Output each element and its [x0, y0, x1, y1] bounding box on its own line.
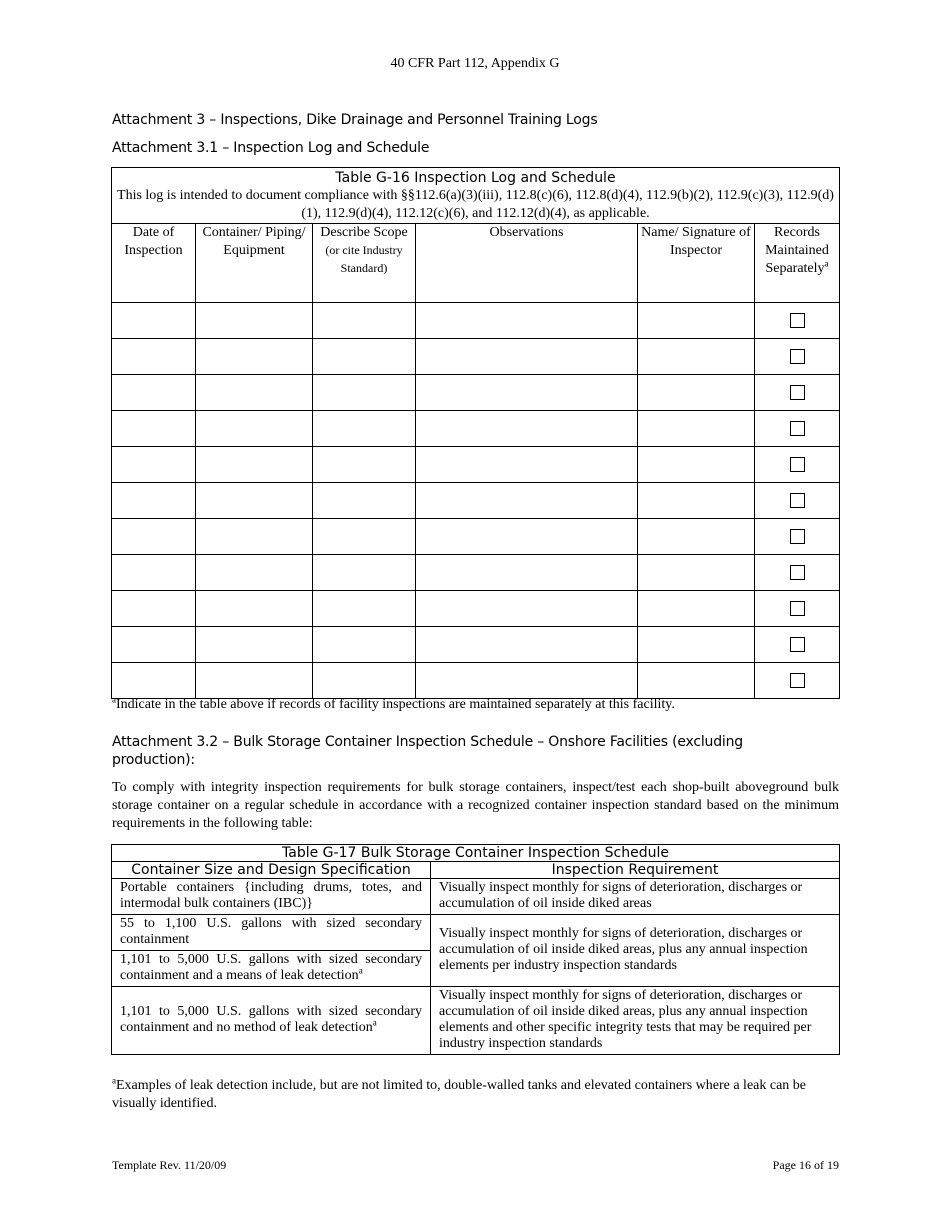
date-cell[interactable]: [112, 375, 196, 411]
inspector-cell[interactable]: [638, 663, 755, 699]
page-number: Page 16 of 19: [772, 1158, 839, 1172]
scope-cell[interactable]: [313, 447, 416, 483]
records-cell: [755, 627, 840, 663]
inspector-cell[interactable]: [638, 519, 755, 555]
scope-cell[interactable]: [313, 591, 416, 627]
observations-cell[interactable]: [416, 627, 638, 663]
req-1101-with-detection: Visually inspect monthly for signs of deterioration, discharges or accumulation of oil inside diked areas, plus any annual inspection elements per industry inspection standards: [431, 915, 840, 987]
records-checkbox[interactable]: [790, 673, 805, 688]
log-row: [112, 519, 840, 555]
records-checkbox[interactable]: [790, 421, 805, 436]
records-checkbox[interactable]: [790, 313, 805, 328]
footnote-text: Indicate in the table above if records of facility inspections are maintained separately at this facility.: [116, 697, 675, 712]
date-cell[interactable]: [112, 663, 196, 699]
inspector-cell[interactable]: [638, 591, 755, 627]
records-cell: [755, 303, 840, 339]
scope-cell[interactable]: [313, 519, 416, 555]
spec-1101-with-detection: [112, 951, 431, 987]
attachment-3-2-heading: Attachment 3.2 – Bulk Storage Container Inspection Schedule – Onshore Facilities (excluding production):: [112, 734, 743, 768]
col-container-piping-equipment: Container/ Piping/ Equipment: [196, 224, 313, 303]
date-cell[interactable]: [112, 303, 196, 339]
container-cell[interactable]: [196, 591, 313, 627]
req-1101-no-detection: Visually inspect monthly for signs of deterioration, discharges or accumulation of oil inside diked areas, plus any annual inspection elements and other specific integrity tests that may be required per industry inspection standards: [431, 987, 840, 1055]
container-cell[interactable]: [196, 339, 313, 375]
container-cell[interactable]: [196, 447, 313, 483]
container-cell[interactable]: [196, 483, 313, 519]
footnote-marker: a: [112, 694, 116, 705]
records-label: Records Maintained Separately: [765, 225, 829, 276]
observations-cell[interactable]: [416, 375, 638, 411]
inspector-cell[interactable]: [638, 483, 755, 519]
records-checkbox[interactable]: [790, 493, 805, 508]
records-cell: [755, 519, 840, 555]
observations-cell[interactable]: [416, 339, 638, 375]
spec-55-to-1100: 55 to 1,100 U.S. gallons with sized secondary containment: [112, 915, 431, 951]
inspector-cell[interactable]: [638, 627, 755, 663]
col-date-of-inspection: Date of Inspection: [112, 224, 196, 303]
template-revision: Template Rev. 11/20/09: [112, 1158, 227, 1172]
table-g16-footnote: [112, 694, 675, 713]
records-cell: [755, 375, 840, 411]
table-g16-header: [112, 168, 840, 224]
date-cell[interactable]: [112, 483, 196, 519]
records-cell: [755, 411, 840, 447]
log-row: [112, 447, 840, 483]
table-g17-footnote: [112, 1077, 842, 1113]
inspector-cell[interactable]: [638, 447, 755, 483]
scope-label: Describe Scope: [320, 225, 408, 240]
col-records-maintained-separately: [755, 224, 840, 303]
log-row: [112, 627, 840, 663]
log-row: [112, 591, 840, 627]
scope-note: (or cite Industry Standard): [325, 243, 403, 275]
scope-cell[interactable]: [313, 663, 416, 699]
container-cell[interactable]: [196, 411, 313, 447]
scope-cell[interactable]: [313, 339, 416, 375]
container-cell[interactable]: [196, 555, 313, 591]
date-cell[interactable]: [112, 627, 196, 663]
records-cell: [755, 447, 840, 483]
scope-cell[interactable]: [313, 627, 416, 663]
table-g16-description: This log is intended to document compliance with §§112.6(a)(3)(iii), 112.8(c)(6), 112.8(d)(4), 112.9(b)(2), 112.9(c)(3), 112.9(d)(1), 112.9(d)(4), 112.12(c)(6), and 112.12(d)(4), as applicable.: [117, 188, 834, 221]
inspection-log-table: [111, 167, 840, 699]
scope-cell[interactable]: [313, 375, 416, 411]
container-cell[interactable]: [196, 627, 313, 663]
date-cell[interactable]: [112, 519, 196, 555]
spec-footnote-marker: a: [358, 965, 363, 976]
spec-1101-no-detection-text: 1,101 to 5,000 U.S. gallons with sized secondary containment and no method of leak detection: [120, 1004, 422, 1035]
records-cell: [755, 483, 840, 519]
inspector-cell[interactable]: [638, 303, 755, 339]
scope-cell[interactable]: [313, 303, 416, 339]
log-row: [112, 339, 840, 375]
records-checkbox[interactable]: [790, 529, 805, 544]
log-row: [112, 555, 840, 591]
records-cell: [755, 555, 840, 591]
date-cell[interactable]: [112, 447, 196, 483]
inspector-cell[interactable]: [638, 555, 755, 591]
log-row: [112, 663, 840, 699]
table-g16-title: Table G-16 Inspection Log and Schedule: [335, 170, 616, 186]
records-cell: [755, 339, 840, 375]
attachment-3-1-heading: Attachment 3.1 – Inspection Log and Schedule: [112, 140, 430, 156]
attachment-3-2-intro: To comply with integrity inspection requirements for bulk storage containers, inspect/test each shop-built aboveground bulk storage container on a regular schedule in accordance with a recognized container inspection standard based on the minimum requirements in the following table:: [112, 780, 839, 831]
req-portable-containers: Visually inspect monthly for signs of deterioration, discharges or accumulation of oil inside diked areas: [431, 879, 840, 915]
col-describe-scope: [313, 224, 416, 303]
observations-cell[interactable]: [416, 555, 638, 591]
log-row: [112, 303, 840, 339]
records-checkbox[interactable]: [790, 637, 805, 652]
spec-footnote-marker: a: [372, 1017, 377, 1028]
log-row: [112, 375, 840, 411]
records-checkbox[interactable]: [790, 385, 805, 400]
observations-cell[interactable]: [416, 483, 638, 519]
records-checkbox[interactable]: [790, 601, 805, 616]
observations-cell[interactable]: [416, 663, 638, 699]
spec-portable-containers: Portable containers {including drums, totes, and intermodal bulk containers (IBC)}: [112, 879, 431, 915]
date-cell[interactable]: [112, 591, 196, 627]
scope-cell[interactable]: [313, 555, 416, 591]
date-cell[interactable]: [112, 555, 196, 591]
attachment-3-heading: Attachment 3 – Inspections, Dike Drainage and Personnel Training Logs: [112, 112, 598, 128]
col-inspector: Name/ Signature of Inspector: [638, 224, 755, 303]
observations-cell[interactable]: [416, 591, 638, 627]
container-cell[interactable]: [196, 663, 313, 699]
records-checkbox[interactable]: [790, 349, 805, 364]
observations-cell[interactable]: [416, 519, 638, 555]
inspector-cell[interactable]: [638, 411, 755, 447]
inspector-cell[interactable]: [638, 339, 755, 375]
records-checkbox[interactable]: [790, 565, 805, 580]
log-row: [112, 411, 840, 447]
bulk-storage-inspection-table: [111, 844, 840, 1055]
container-cell[interactable]: [196, 303, 313, 339]
observations-cell[interactable]: [416, 303, 638, 339]
records-checkbox[interactable]: [790, 457, 805, 472]
records-cell: [755, 591, 840, 627]
container-cell[interactable]: [196, 375, 313, 411]
spec-1101-no-detection: [112, 987, 431, 1055]
records-cell: [755, 663, 840, 699]
date-cell[interactable]: [112, 339, 196, 375]
col-observations: Observations: [416, 224, 638, 303]
date-cell[interactable]: [112, 411, 196, 447]
page-header: 40 CFR Part 112, Appendix G: [390, 56, 560, 71]
col-inspection-requirement: Inspection Requirement: [431, 862, 840, 879]
log-row: [112, 483, 840, 519]
observations-cell[interactable]: [416, 411, 638, 447]
container-cell[interactable]: [196, 519, 313, 555]
table-g17-title: Table G-17 Bulk Storage Container Inspection Schedule: [112, 845, 840, 862]
scope-cell[interactable]: [313, 483, 416, 519]
records-footnote-marker: a: [824, 258, 829, 269]
spec-1101-with-detection-text: 1,101 to 5,000 U.S. gallons with sized secondary containment and a means of leak detection: [120, 952, 422, 983]
observations-cell[interactable]: [416, 447, 638, 483]
footnote-text: Examples of leak detection include, but are not limited to, double-walled tanks and elevated containers where a leak can be visually identified.: [112, 1078, 807, 1111]
inspector-cell[interactable]: [638, 375, 755, 411]
scope-cell[interactable]: [313, 411, 416, 447]
footnote-marker: a: [112, 1075, 116, 1086]
col-container-size: Container Size and Design Specification: [112, 862, 431, 879]
